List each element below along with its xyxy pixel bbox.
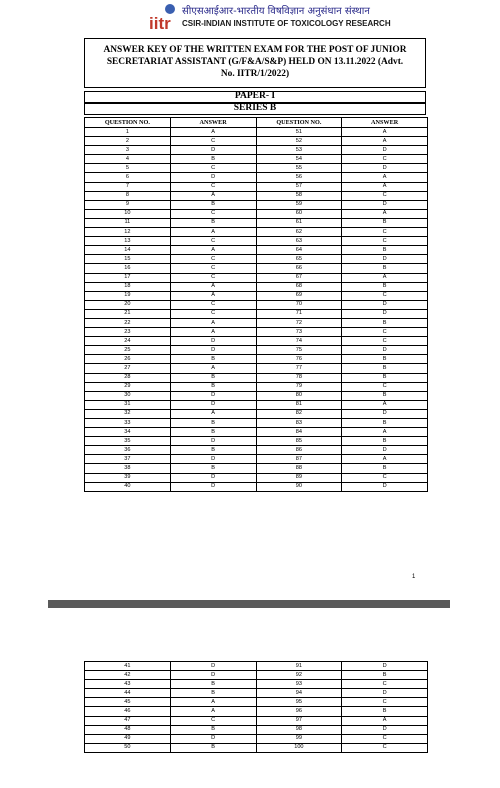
question-no-cell: 1 (85, 128, 171, 137)
paper-label: PAPER- I (84, 91, 426, 103)
question-no-cell: 69 (256, 291, 342, 300)
question-no-cell: 51 (256, 128, 342, 137)
question-no-cell: 72 (256, 318, 342, 327)
table-row (85, 662, 428, 671)
answer-cell: C (170, 255, 256, 264)
title-line-3: No. IITR/1/2022) (220, 69, 290, 79)
question-no-cell: 7 (85, 182, 171, 191)
question-no-cell: 21 (85, 309, 171, 318)
question-no-cell: 27 (85, 364, 171, 373)
answer-cell: A (342, 137, 428, 146)
question-no-cell: 28 (85, 373, 171, 382)
answer-cell: A (342, 182, 428, 191)
table-row (85, 428, 428, 437)
answer-cell: A (170, 698, 256, 707)
answer-cell: A (342, 273, 428, 282)
table-row (85, 364, 428, 373)
column-header-answer: ANSWER (342, 118, 428, 128)
table-row (85, 409, 428, 418)
question-no-cell: 66 (256, 264, 342, 273)
question-no-cell: 71 (256, 309, 342, 318)
answer-cell: A (170, 191, 256, 200)
question-no-cell: 42 (85, 671, 171, 680)
answer-cell: D (342, 255, 428, 264)
answer-cell: A (170, 282, 256, 291)
logo-letters: iitr (149, 14, 171, 32)
answer-cell: B (170, 446, 256, 455)
question-no-cell: 82 (256, 409, 342, 418)
answer-cell: A (170, 228, 256, 237)
table-row (85, 173, 428, 182)
iitr-logo-icon (148, 2, 178, 32)
table-row (85, 355, 428, 364)
answer-cell: D (342, 346, 428, 355)
answer-cell: D (170, 146, 256, 155)
answer-cell: B (170, 355, 256, 364)
answer-cell: A (170, 291, 256, 300)
table-row (85, 707, 428, 716)
answer-cell: A (170, 128, 256, 137)
answer-cell: D (342, 164, 428, 173)
table-row (85, 246, 428, 255)
answer-cell: D (170, 662, 256, 671)
answer-cell: B (342, 264, 428, 273)
question-no-cell: 49 (85, 734, 171, 743)
question-no-cell: 44 (85, 689, 171, 698)
table-row (85, 291, 428, 300)
answer-cell: B (170, 743, 256, 752)
table-row (85, 716, 428, 725)
question-no-cell: 18 (85, 282, 171, 291)
question-no-cell: 41 (85, 662, 171, 671)
answer-cell: C (170, 164, 256, 173)
table-row (85, 218, 428, 227)
table-row (85, 473, 428, 482)
table-row (85, 346, 428, 355)
answer-cell: C (342, 680, 428, 689)
question-no-cell: 31 (85, 400, 171, 409)
answer-cell: B (342, 282, 428, 291)
answer-cell: C (170, 309, 256, 318)
org-name-hindi: सीएसआईआर-भारतीय विषविज्ञान अनुसंधान संस्थान (182, 6, 370, 17)
answer-cell: D (342, 309, 428, 318)
table-row (85, 264, 428, 273)
question-no-cell: 98 (256, 725, 342, 734)
answer-cell: C (170, 273, 256, 282)
answer-cell: A (342, 455, 428, 464)
question-no-cell: 79 (256, 382, 342, 391)
question-no-cell: 15 (85, 255, 171, 264)
table-row (85, 200, 428, 209)
table-row (85, 743, 428, 752)
answer-cell: D (170, 346, 256, 355)
table-row (85, 734, 428, 743)
question-no-cell: 20 (85, 300, 171, 309)
answer-cell: D (170, 173, 256, 182)
answer-cell: D (170, 455, 256, 464)
table-row (85, 382, 428, 391)
question-no-cell: 48 (85, 725, 171, 734)
answer-cell: C (342, 734, 428, 743)
question-no-cell: 22 (85, 318, 171, 327)
table-row (85, 318, 428, 327)
question-no-cell: 81 (256, 400, 342, 409)
question-no-cell: 59 (256, 200, 342, 209)
question-no-cell: 55 (256, 164, 342, 173)
answer-cell: A (170, 364, 256, 373)
answer-cell: D (170, 671, 256, 680)
table-row (85, 282, 428, 291)
question-no-cell: 13 (85, 237, 171, 246)
table-row (85, 128, 428, 137)
question-no-cell: 89 (256, 473, 342, 482)
table-row (85, 273, 428, 282)
question-no-cell: 33 (85, 419, 171, 428)
question-no-cell: 83 (256, 419, 342, 428)
answer-cell: D (170, 400, 256, 409)
question-no-cell: 29 (85, 382, 171, 391)
answer-cell: B (170, 200, 256, 209)
question-no-cell: 3 (85, 146, 171, 155)
table-row (85, 400, 428, 409)
question-no-cell: 73 (256, 328, 342, 337)
answer-cell: D (342, 446, 428, 455)
table-row (85, 419, 428, 428)
answer-cell: B (170, 725, 256, 734)
question-no-cell: 47 (85, 716, 171, 725)
table-row (85, 680, 428, 689)
question-no-cell: 39 (85, 473, 171, 482)
question-no-cell: 87 (256, 455, 342, 464)
question-no-cell: 2 (85, 137, 171, 146)
table-row (85, 337, 428, 346)
question-no-cell: 32 (85, 409, 171, 418)
answer-key-table-page-2 (84, 661, 428, 753)
question-no-cell: 93 (256, 680, 342, 689)
answer-cell: B (170, 218, 256, 227)
answer-cell: A (170, 707, 256, 716)
answer-cell: C (342, 191, 428, 200)
table-row (85, 309, 428, 318)
answer-cell: D (170, 482, 256, 491)
question-no-cell: 84 (256, 428, 342, 437)
question-no-cell: 57 (256, 182, 342, 191)
question-no-cell: 43 (85, 680, 171, 689)
question-no-cell: 56 (256, 173, 342, 182)
answer-cell: A (170, 328, 256, 337)
answer-cell: A (170, 318, 256, 327)
question-no-cell: 100 (256, 743, 342, 752)
answer-cell: B (342, 419, 428, 428)
answer-cell: A (170, 246, 256, 255)
answer-cell: B (342, 355, 428, 364)
answer-cell: C (342, 155, 428, 164)
answer-cell: B (342, 364, 428, 373)
table-row (85, 137, 428, 146)
answer-cell: B (170, 689, 256, 698)
question-no-cell: 60 (256, 209, 342, 218)
document-title (84, 38, 426, 88)
answer-cell: C (170, 182, 256, 191)
question-no-cell: 36 (85, 446, 171, 455)
question-no-cell: 85 (256, 437, 342, 446)
answer-cell: D (342, 725, 428, 734)
answer-cell: D (342, 482, 428, 491)
table-row (85, 255, 428, 264)
question-no-cell: 65 (256, 255, 342, 264)
page-separator (48, 600, 450, 608)
question-no-cell: 76 (256, 355, 342, 364)
answer-cell: C (170, 237, 256, 246)
question-no-cell: 34 (85, 428, 171, 437)
answer-cell: B (342, 437, 428, 446)
answer-cell: B (342, 373, 428, 382)
question-no-cell: 23 (85, 328, 171, 337)
table-row (85, 328, 428, 337)
answer-cell: C (342, 228, 428, 237)
answer-cell: B (342, 246, 428, 255)
answer-cell: D (170, 337, 256, 346)
question-no-cell: 6 (85, 173, 171, 182)
question-no-cell: 54 (256, 155, 342, 164)
question-no-cell: 61 (256, 218, 342, 227)
answer-cell: C (342, 328, 428, 337)
table-row (85, 446, 428, 455)
question-no-cell: 26 (85, 355, 171, 364)
answer-cell: A (170, 409, 256, 418)
question-no-cell: 86 (256, 446, 342, 455)
answer-cell: C (170, 716, 256, 725)
document-page-2 (0, 610, 500, 788)
question-no-cell: 37 (85, 455, 171, 464)
question-no-cell: 19 (85, 291, 171, 300)
question-no-cell: 8 (85, 191, 171, 200)
answer-cell: D (170, 473, 256, 482)
institute-logo (148, 2, 391, 32)
question-no-cell: 64 (256, 246, 342, 255)
table-row (85, 725, 428, 734)
answer-cell: C (342, 291, 428, 300)
answer-cell: B (342, 218, 428, 227)
table-row (85, 391, 428, 400)
answer-cell: D (342, 300, 428, 309)
table-row (85, 182, 428, 191)
question-no-cell: 77 (256, 364, 342, 373)
column-header-question-no: QUESTION NO. (256, 118, 342, 128)
table-row (85, 237, 428, 246)
question-no-cell: 94 (256, 689, 342, 698)
answer-cell: C (342, 698, 428, 707)
question-no-cell: 35 (85, 437, 171, 446)
answer-cell: B (170, 382, 256, 391)
question-no-cell: 52 (256, 137, 342, 146)
answer-cell: B (342, 671, 428, 680)
question-no-cell: 53 (256, 146, 342, 155)
question-no-cell: 95 (256, 698, 342, 707)
table-row (85, 455, 428, 464)
answer-cell: C (342, 382, 428, 391)
question-no-cell: 67 (256, 273, 342, 282)
answer-cell: B (342, 391, 428, 400)
answer-cell: A (342, 173, 428, 182)
answer-cell: C (342, 743, 428, 752)
table-row (85, 373, 428, 382)
series-label: SERIES B (84, 103, 426, 115)
answer-cell: B (170, 464, 256, 473)
table-row (85, 482, 428, 491)
column-header-question-no: QUESTION NO. (85, 118, 171, 128)
answer-cell: B (342, 464, 428, 473)
question-no-cell: 92 (256, 671, 342, 680)
question-no-cell: 68 (256, 282, 342, 291)
question-no-cell: 50 (85, 743, 171, 752)
question-no-cell: 24 (85, 337, 171, 346)
answer-cell: B (170, 419, 256, 428)
title-line-1: ANSWER KEY OF THE WRITTEN EXAM FOR THE POST OF JUNIOR (103, 45, 407, 55)
table-row (85, 209, 428, 218)
question-no-cell: 97 (256, 716, 342, 725)
answer-cell: D (170, 391, 256, 400)
question-no-cell: 12 (85, 228, 171, 237)
table-row (85, 437, 428, 446)
question-no-cell: 90 (256, 482, 342, 491)
answer-cell: B (342, 707, 428, 716)
answer-cell: D (170, 437, 256, 446)
table-row (85, 464, 428, 473)
answer-cell: B (170, 428, 256, 437)
answer-cell: A (342, 128, 428, 137)
table-header-row (85, 118, 428, 128)
answer-cell: C (342, 337, 428, 346)
answer-cell: C (342, 237, 428, 246)
org-name-english: CSIR-INDIAN INSTITUTE OF TOXICOLOGY RESEARCH (182, 19, 391, 28)
answer-cell: D (342, 662, 428, 671)
answer-cell: D (342, 409, 428, 418)
question-no-cell: 30 (85, 391, 171, 400)
question-no-cell: 10 (85, 209, 171, 218)
table-row (85, 698, 428, 707)
question-no-cell: 25 (85, 346, 171, 355)
answer-cell: B (170, 155, 256, 164)
answer-cell: A (342, 716, 428, 725)
question-no-cell: 16 (85, 264, 171, 273)
question-no-cell: 91 (256, 662, 342, 671)
answer-cell: A (342, 400, 428, 409)
table-row (85, 689, 428, 698)
answer-cell: A (342, 428, 428, 437)
answer-cell: C (170, 209, 256, 218)
answer-cell: D (170, 734, 256, 743)
question-no-cell: 9 (85, 200, 171, 209)
question-no-cell: 96 (256, 707, 342, 716)
column-header-answer: ANSWER (170, 118, 256, 128)
table-row (85, 146, 428, 155)
table-row (85, 300, 428, 309)
answer-cell: B (170, 373, 256, 382)
question-no-cell: 17 (85, 273, 171, 282)
question-no-cell: 88 (256, 464, 342, 473)
answer-cell: C (170, 264, 256, 273)
table-row (85, 191, 428, 200)
question-no-cell: 99 (256, 734, 342, 743)
answer-cell: B (170, 680, 256, 689)
question-no-cell: 63 (256, 237, 342, 246)
table-row (85, 671, 428, 680)
table-row (85, 228, 428, 237)
question-no-cell: 78 (256, 373, 342, 382)
question-no-cell: 38 (85, 464, 171, 473)
question-no-cell: 62 (256, 228, 342, 237)
question-no-cell: 11 (85, 218, 171, 227)
answer-cell: D (342, 200, 428, 209)
answer-cell: A (342, 209, 428, 218)
page-number: 1 (412, 574, 416, 580)
question-no-cell: 4 (85, 155, 171, 164)
question-no-cell: 5 (85, 164, 171, 173)
title-line-2: SECRETARIAT ASSISTANT (G/F&A/S&P) HELD ON 13.11.2022 (Advt. (106, 57, 404, 67)
answer-cell: D (342, 146, 428, 155)
question-no-cell: 80 (256, 391, 342, 400)
question-no-cell: 70 (256, 300, 342, 309)
question-no-cell: 45 (85, 698, 171, 707)
answer-cell: C (170, 137, 256, 146)
question-no-cell: 14 (85, 246, 171, 255)
question-no-cell: 74 (256, 337, 342, 346)
question-no-cell: 75 (256, 346, 342, 355)
answer-key-table-page-1 (84, 117, 428, 492)
question-no-cell: 46 (85, 707, 171, 716)
table-row (85, 164, 428, 173)
question-no-cell: 40 (85, 482, 171, 491)
question-no-cell: 58 (256, 191, 342, 200)
table-row (85, 155, 428, 164)
answer-cell: D (342, 689, 428, 698)
answer-cell: C (170, 300, 256, 309)
answer-cell: B (342, 318, 428, 327)
answer-cell: C (342, 473, 428, 482)
